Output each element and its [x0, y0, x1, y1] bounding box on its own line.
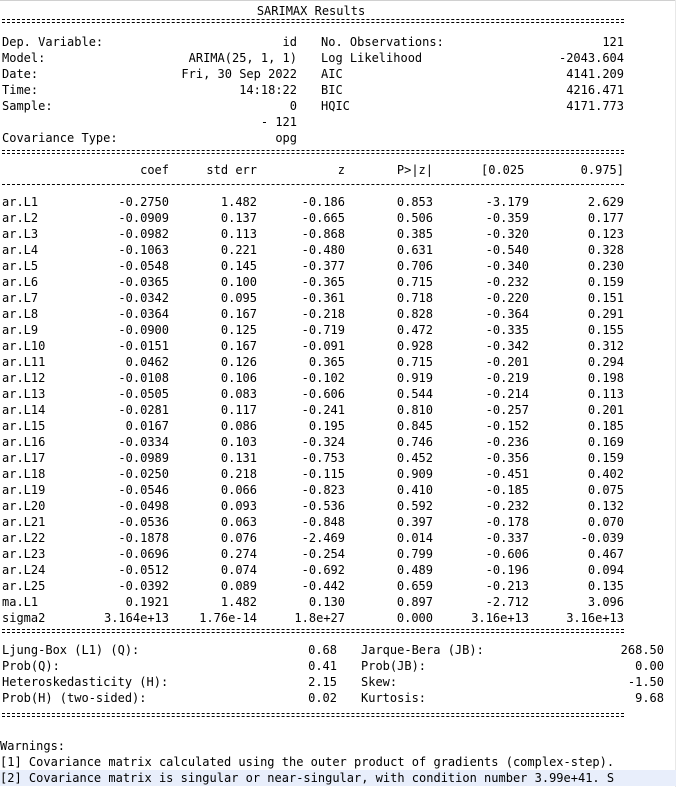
- info-value: 14:18:22: [239, 83, 297, 97]
- pvalue-value: 0.410: [396, 483, 433, 497]
- info-label: Date:: [2, 67, 39, 81]
- param-name: sigma2: [2, 611, 46, 625]
- coef-value: -0.0512: [118, 563, 169, 577]
- ci-lower-value: -0.342: [485, 339, 529, 353]
- coef-value: -0.0281: [118, 403, 169, 417]
- pvalue-value: 0.452: [396, 451, 433, 465]
- ci-lower-value: -0.185: [485, 483, 529, 497]
- z-value: -0.442: [301, 579, 345, 593]
- ci-lower-value: -0.178: [485, 515, 529, 529]
- pvalue-value: 0.828: [396, 307, 433, 321]
- info-value: 4141.209: [566, 67, 624, 81]
- ci-lower-value: -0.340: [485, 259, 529, 273]
- pvalue-value: 0.928: [396, 339, 433, 353]
- ci-upper-value: 0.185: [587, 419, 624, 433]
- z-value: -0.102: [301, 371, 345, 385]
- z-value: -0.241: [301, 403, 345, 417]
- param-name: ar.L8: [2, 307, 39, 321]
- z-value: -0.665: [301, 211, 345, 225]
- stderr-value: 0.167: [220, 307, 257, 321]
- ci-lower-value: -0.337: [485, 531, 529, 545]
- info-row: [0, 98, 624, 114]
- diag-value: -1.50: [627, 675, 664, 689]
- coef-value: -0.0982: [118, 227, 169, 241]
- ci-lower-value: -0.364: [485, 307, 529, 321]
- pvalue-value: 0.897: [396, 595, 433, 609]
- coef-value: -0.0151: [118, 339, 169, 353]
- stderr-value: 1.76e-14: [199, 611, 257, 625]
- param-name: ar.L23: [2, 547, 46, 561]
- ci-upper-value: 0.151: [587, 291, 624, 305]
- info-label: Covariance Type:: [2, 131, 118, 145]
- stderr-value: 0.066: [220, 483, 257, 497]
- pvalue-value: 0.919: [396, 371, 433, 385]
- info-label: AIC: [321, 67, 343, 81]
- separator-double: [2, 18, 624, 24]
- coef-value: -0.0536: [118, 515, 169, 529]
- pvalue-value: 0.592: [396, 499, 433, 513]
- coef-value: 0.1921: [125, 595, 169, 609]
- info-value: -2043.604: [558, 51, 624, 65]
- pvalue-value: 0.544: [396, 387, 433, 401]
- results-title: SARIMAX Results: [256, 4, 366, 18]
- header-ci-lower: [0.025: [481, 163, 525, 177]
- stderr-value: 0.100: [220, 275, 257, 289]
- coef-value: -0.0365: [118, 275, 169, 289]
- diag-label: Prob(H) (two-sided):: [2, 691, 147, 705]
- coef-value: -0.0334: [118, 435, 169, 449]
- coef-value: -0.1063: [118, 243, 169, 257]
- coef-row: [0, 306, 624, 322]
- stderr-value: 0.076: [220, 531, 257, 545]
- param-name: ar.L6: [2, 275, 39, 289]
- pvalue-value: 0.909: [396, 467, 433, 481]
- top-border: [0, 0, 676, 1]
- stderr-value: 0.063: [220, 515, 257, 529]
- diag-value: 268.50: [620, 643, 664, 657]
- param-name: ar.L22: [2, 531, 46, 545]
- pvalue-value: 0.715: [396, 275, 433, 289]
- ci-upper-value: -0.039: [580, 531, 624, 545]
- coef-row: [0, 386, 624, 402]
- ci-upper-value: 0.201: [587, 403, 624, 417]
- diagnostic-row: [0, 674, 664, 690]
- coef-value: -0.0498: [118, 499, 169, 513]
- diag-label: Ljung-Box (L1) (Q):: [2, 643, 140, 657]
- info-label: Dep. Variable:: [2, 35, 104, 49]
- z-value: -0.823: [301, 483, 345, 497]
- ci-lower-value: -0.152: [485, 419, 529, 433]
- ci-lower-value: -0.320: [485, 227, 529, 241]
- param-name: ar.L12: [2, 371, 46, 385]
- coef-value: -0.0989: [118, 451, 169, 465]
- stderr-value: 0.137: [220, 211, 257, 225]
- z-value: -0.091: [301, 339, 345, 353]
- coef-value: -0.0505: [118, 387, 169, 401]
- diag-label: Skew:: [361, 675, 398, 689]
- info-value: id: [282, 35, 297, 49]
- ci-lower-value: -0.220: [485, 291, 529, 305]
- diag-label: Prob(JB):: [361, 659, 427, 673]
- header-stderr: std err: [206, 163, 257, 177]
- coef-value: -0.0392: [118, 579, 169, 593]
- info-row: [0, 66, 624, 82]
- coef-row: [0, 370, 624, 386]
- coef-row: [0, 578, 624, 594]
- param-name: ar.L24: [2, 563, 46, 577]
- separator-dashed: [2, 184, 624, 186]
- coef-value: 3.164e+13: [103, 611, 169, 625]
- z-value: -0.868: [301, 227, 345, 241]
- coef-row: [0, 434, 624, 450]
- ci-upper-value: 0.113: [587, 387, 624, 401]
- info-value: 0: [289, 99, 297, 113]
- z-value: -0.361: [301, 291, 345, 305]
- z-value: 1.8e+27: [294, 611, 345, 625]
- param-name: ma.L1: [2, 595, 39, 609]
- coef-value: -0.0250: [118, 467, 169, 481]
- ci-upper-value: 0.230: [587, 259, 624, 273]
- stderr-value: 0.125: [220, 323, 257, 337]
- stderr-value: 0.218: [220, 467, 257, 481]
- coef-value: 0.0167: [125, 419, 169, 433]
- stderr-value: 0.106: [220, 371, 257, 385]
- z-value: -0.536: [301, 499, 345, 513]
- coef-row: [0, 594, 624, 610]
- info-row: [0, 50, 624, 66]
- param-name: ar.L5: [2, 259, 39, 273]
- stderr-value: 0.126: [220, 355, 257, 369]
- ci-upper-value: 0.159: [587, 451, 624, 465]
- z-value: -0.218: [301, 307, 345, 321]
- coef-value: -0.0342: [118, 291, 169, 305]
- warnings-title: Warnings:: [0, 739, 66, 753]
- coef-value: -0.0696: [118, 547, 169, 561]
- stderr-value: 0.093: [220, 499, 257, 513]
- coef-row: [0, 418, 624, 434]
- pvalue-value: 0.489: [396, 563, 433, 577]
- pvalue-value: 0.472: [396, 323, 433, 337]
- coef-row: [0, 402, 624, 418]
- pvalue-value: 0.397: [396, 515, 433, 529]
- ci-upper-value: 0.123: [587, 227, 624, 241]
- diag-value: 0.41: [308, 659, 337, 673]
- ci-upper-value: 2.629: [587, 195, 624, 209]
- ci-upper-value: 0.294: [587, 355, 624, 369]
- stderr-value: 0.095: [220, 291, 257, 305]
- coef-row: [0, 322, 624, 338]
- param-name: ar.L17: [2, 451, 46, 465]
- info-row: [0, 130, 624, 146]
- separator-double: [2, 628, 624, 634]
- diag-label: Prob(Q):: [2, 659, 60, 673]
- ci-lower-value: -0.540: [485, 243, 529, 257]
- coef-row: [0, 450, 624, 466]
- pvalue-value: 0.385: [396, 227, 433, 241]
- coef-value: -0.0900: [118, 323, 169, 337]
- z-value: -0.324: [301, 435, 345, 449]
- ci-upper-value: 3.096: [587, 595, 624, 609]
- z-value: -0.692: [301, 563, 345, 577]
- ci-upper-value: 0.135: [587, 579, 624, 593]
- ci-upper-value: 0.177: [587, 211, 624, 225]
- coef-value: -0.2750: [118, 195, 169, 209]
- info-row: [0, 82, 624, 98]
- param-name: ar.L15: [2, 419, 46, 433]
- diagnostic-row: [0, 690, 664, 706]
- stderr-value: 0.074: [220, 563, 257, 577]
- stderr-value: 0.167: [220, 339, 257, 353]
- pvalue-value: 0.845: [396, 419, 433, 433]
- info-value: Fri, 30 Sep 2022: [181, 67, 297, 81]
- z-value: -0.115: [301, 467, 345, 481]
- info-label: Model:: [2, 51, 46, 65]
- ci-upper-value: 0.132: [587, 499, 624, 513]
- param-name: ar.L3: [2, 227, 39, 241]
- z-value: 0.365: [308, 355, 345, 369]
- info-value: 4171.773: [566, 99, 624, 113]
- ci-upper-value: 0.075: [587, 483, 624, 497]
- separator-double: [2, 712, 624, 718]
- param-name: ar.L13: [2, 387, 46, 401]
- param-name: ar.L18: [2, 467, 46, 481]
- ci-lower-value: -0.236: [485, 435, 529, 449]
- ci-lower-value: -0.359: [485, 211, 529, 225]
- coef-row: [0, 482, 624, 498]
- info-value: 121: [602, 35, 624, 49]
- diag-label: Heteroskedasticity (H):: [2, 675, 169, 689]
- ci-lower-value: -0.232: [485, 499, 529, 513]
- coef-row: [0, 210, 624, 226]
- stderr-value: 0.117: [220, 403, 257, 417]
- info-label: BIC: [321, 83, 343, 97]
- ci-lower-value: -0.214: [485, 387, 529, 401]
- diag-label: Jarque-Bera (JB):: [361, 643, 484, 657]
- ci-upper-value: 0.159: [587, 275, 624, 289]
- diag-value: 2.15: [308, 675, 337, 689]
- diagnostic-row: [0, 642, 664, 658]
- coef-value: -0.0909: [118, 211, 169, 225]
- stderr-value: 0.131: [220, 451, 257, 465]
- coef-row: [0, 546, 624, 562]
- ci-lower-value: -0.213: [485, 579, 529, 593]
- param-name: ar.L4: [2, 243, 39, 257]
- pvalue-value: 0.706: [396, 259, 433, 273]
- coef-value: -0.0546: [118, 483, 169, 497]
- ci-upper-value: 0.094: [587, 563, 624, 577]
- ci-upper-value: 0.291: [587, 307, 624, 321]
- info-value: ARIMA(25, 1, 1): [188, 51, 297, 65]
- info-label: Log Likelihood: [321, 51, 423, 65]
- stderr-value: 0.086: [220, 419, 257, 433]
- warning-2: [2] Covariance matrix is singular or near-singular, with condition number 3.99e+41. S: [0, 770, 676, 786]
- z-value: -0.186: [301, 195, 345, 209]
- ci-lower-value: -0.606: [485, 547, 529, 561]
- info-label: Sample:: [2, 99, 53, 113]
- coef-row: [0, 562, 624, 578]
- z-value: -2.469: [301, 531, 345, 545]
- coef-row: [0, 498, 624, 514]
- pvalue-value: 0.810: [396, 403, 433, 417]
- ci-lower-value: -2.712: [485, 595, 529, 609]
- pvalue-value: 0.853: [396, 195, 433, 209]
- pvalue-value: 0.799: [396, 547, 433, 561]
- info-value: - 121: [260, 115, 297, 129]
- coef-row: [0, 354, 624, 370]
- param-name: ar.L14: [2, 403, 46, 417]
- coef-row: [0, 514, 624, 530]
- param-name: ar.L9: [2, 323, 39, 337]
- diag-value: 9.68: [635, 691, 664, 705]
- ci-upper-value: 0.402: [587, 467, 624, 481]
- info-row: [0, 34, 624, 50]
- info-label: Time:: [2, 83, 39, 97]
- ci-upper-value: 3.16e+13: [566, 611, 624, 625]
- ci-upper-value: 0.070: [587, 515, 624, 529]
- stderr-value: 0.274: [220, 547, 257, 561]
- stderr-value: 0.221: [220, 243, 257, 257]
- ci-upper-value: 0.155: [587, 323, 624, 337]
- header-ci-upper: 0.975]: [580, 163, 624, 177]
- coef-row: [0, 290, 624, 306]
- z-value: -0.254: [301, 547, 345, 561]
- param-name: ar.L16: [2, 435, 46, 449]
- z-value: -0.480: [301, 243, 345, 257]
- coef-row: [0, 258, 624, 274]
- param-name: ar.L25: [2, 579, 46, 593]
- ci-lower-value: -0.356: [485, 451, 529, 465]
- diag-label: Kurtosis:: [361, 691, 427, 705]
- z-value: -0.365: [301, 275, 345, 289]
- param-name: ar.L10: [2, 339, 46, 353]
- ci-lower-value: -0.201: [485, 355, 529, 369]
- coef-row: [0, 466, 624, 482]
- info-label: No. Observations:: [321, 35, 444, 49]
- diag-value: 0.02: [308, 691, 337, 705]
- ci-upper-value: 0.198: [587, 371, 624, 385]
- ci-lower-value: -0.451: [485, 467, 529, 481]
- coef-row: [0, 242, 624, 258]
- coef-row: [0, 530, 624, 546]
- pvalue-value: 0.718: [396, 291, 433, 305]
- coef-value: -0.0364: [118, 307, 169, 321]
- stderr-value: 1.482: [220, 595, 257, 609]
- ci-lower-value: -0.232: [485, 275, 529, 289]
- ci-lower-value: -0.196: [485, 563, 529, 577]
- coef-value: 0.0462: [125, 355, 169, 369]
- ci-lower-value: -3.179: [485, 195, 529, 209]
- info-label: HQIC: [321, 99, 350, 113]
- separator-double: [2, 149, 624, 155]
- header-coef: coef: [140, 163, 169, 177]
- diag-value: 0.00: [635, 659, 664, 673]
- pvalue-value: 0.631: [396, 243, 433, 257]
- ci-upper-value: 0.328: [587, 243, 624, 257]
- stderr-value: 1.482: [220, 195, 257, 209]
- diag-value: 0.68: [308, 643, 337, 657]
- info-value: opg: [275, 131, 297, 145]
- pvalue-value: 0.746: [396, 435, 433, 449]
- warning-1: [1] Covariance matrix calculated using the outer product of gradients (complex-step).: [0, 755, 615, 769]
- ci-lower-value: -0.219: [485, 371, 529, 385]
- pvalue-value: 0.506: [396, 211, 433, 225]
- ci-lower-value: -0.257: [485, 403, 529, 417]
- coef-value: -0.0108: [118, 371, 169, 385]
- stderr-value: 0.113: [220, 227, 257, 241]
- stderr-value: 0.103: [220, 435, 257, 449]
- param-name: ar.L11: [2, 355, 46, 369]
- coef-value: -0.0548: [118, 259, 169, 273]
- ci-upper-value: 0.169: [587, 435, 624, 449]
- pvalue-value: 0.014: [396, 531, 433, 545]
- coef-row: [0, 226, 624, 242]
- coef-row: [0, 338, 624, 354]
- pvalue-value: 0.659: [396, 579, 433, 593]
- ci-lower-value: 3.16e+13: [471, 611, 529, 625]
- info-value: 4216.471: [566, 83, 624, 97]
- coef-row: [0, 274, 624, 290]
- param-name: ar.L21: [2, 515, 46, 529]
- stderr-value: 0.083: [220, 387, 257, 401]
- pvalue-value: 0.000: [396, 611, 433, 625]
- ci-upper-value: 0.467: [587, 547, 624, 561]
- param-name: ar.L1: [2, 195, 39, 209]
- z-value: -0.606: [301, 387, 345, 401]
- z-value: -0.753: [301, 451, 345, 465]
- info-row: [0, 114, 624, 130]
- diagnostic-row: [0, 658, 664, 674]
- header-pvalue: P>|z|: [396, 163, 433, 177]
- coef-row: [0, 610, 624, 626]
- stderr-value: 0.089: [220, 579, 257, 593]
- coef-row: [0, 194, 624, 210]
- stderr-value: 0.145: [220, 259, 257, 273]
- ci-upper-value: 0.312: [587, 339, 624, 353]
- param-name: ar.L7: [2, 291, 39, 305]
- z-value: -0.848: [301, 515, 345, 529]
- param-name: ar.L2: [2, 211, 39, 225]
- ci-lower-value: -0.335: [485, 323, 529, 337]
- param-name: ar.L20: [2, 499, 46, 513]
- header-z: z: [337, 163, 345, 177]
- z-value: 0.130: [308, 595, 345, 609]
- coef-value: -0.1878: [118, 531, 169, 545]
- pvalue-value: 0.715: [396, 355, 433, 369]
- z-value: -0.719: [301, 323, 345, 337]
- param-name: ar.L19: [2, 483, 46, 497]
- z-value: 0.195: [308, 419, 345, 433]
- coef-header-row: [0, 162, 624, 178]
- z-value: -0.377: [301, 259, 345, 273]
